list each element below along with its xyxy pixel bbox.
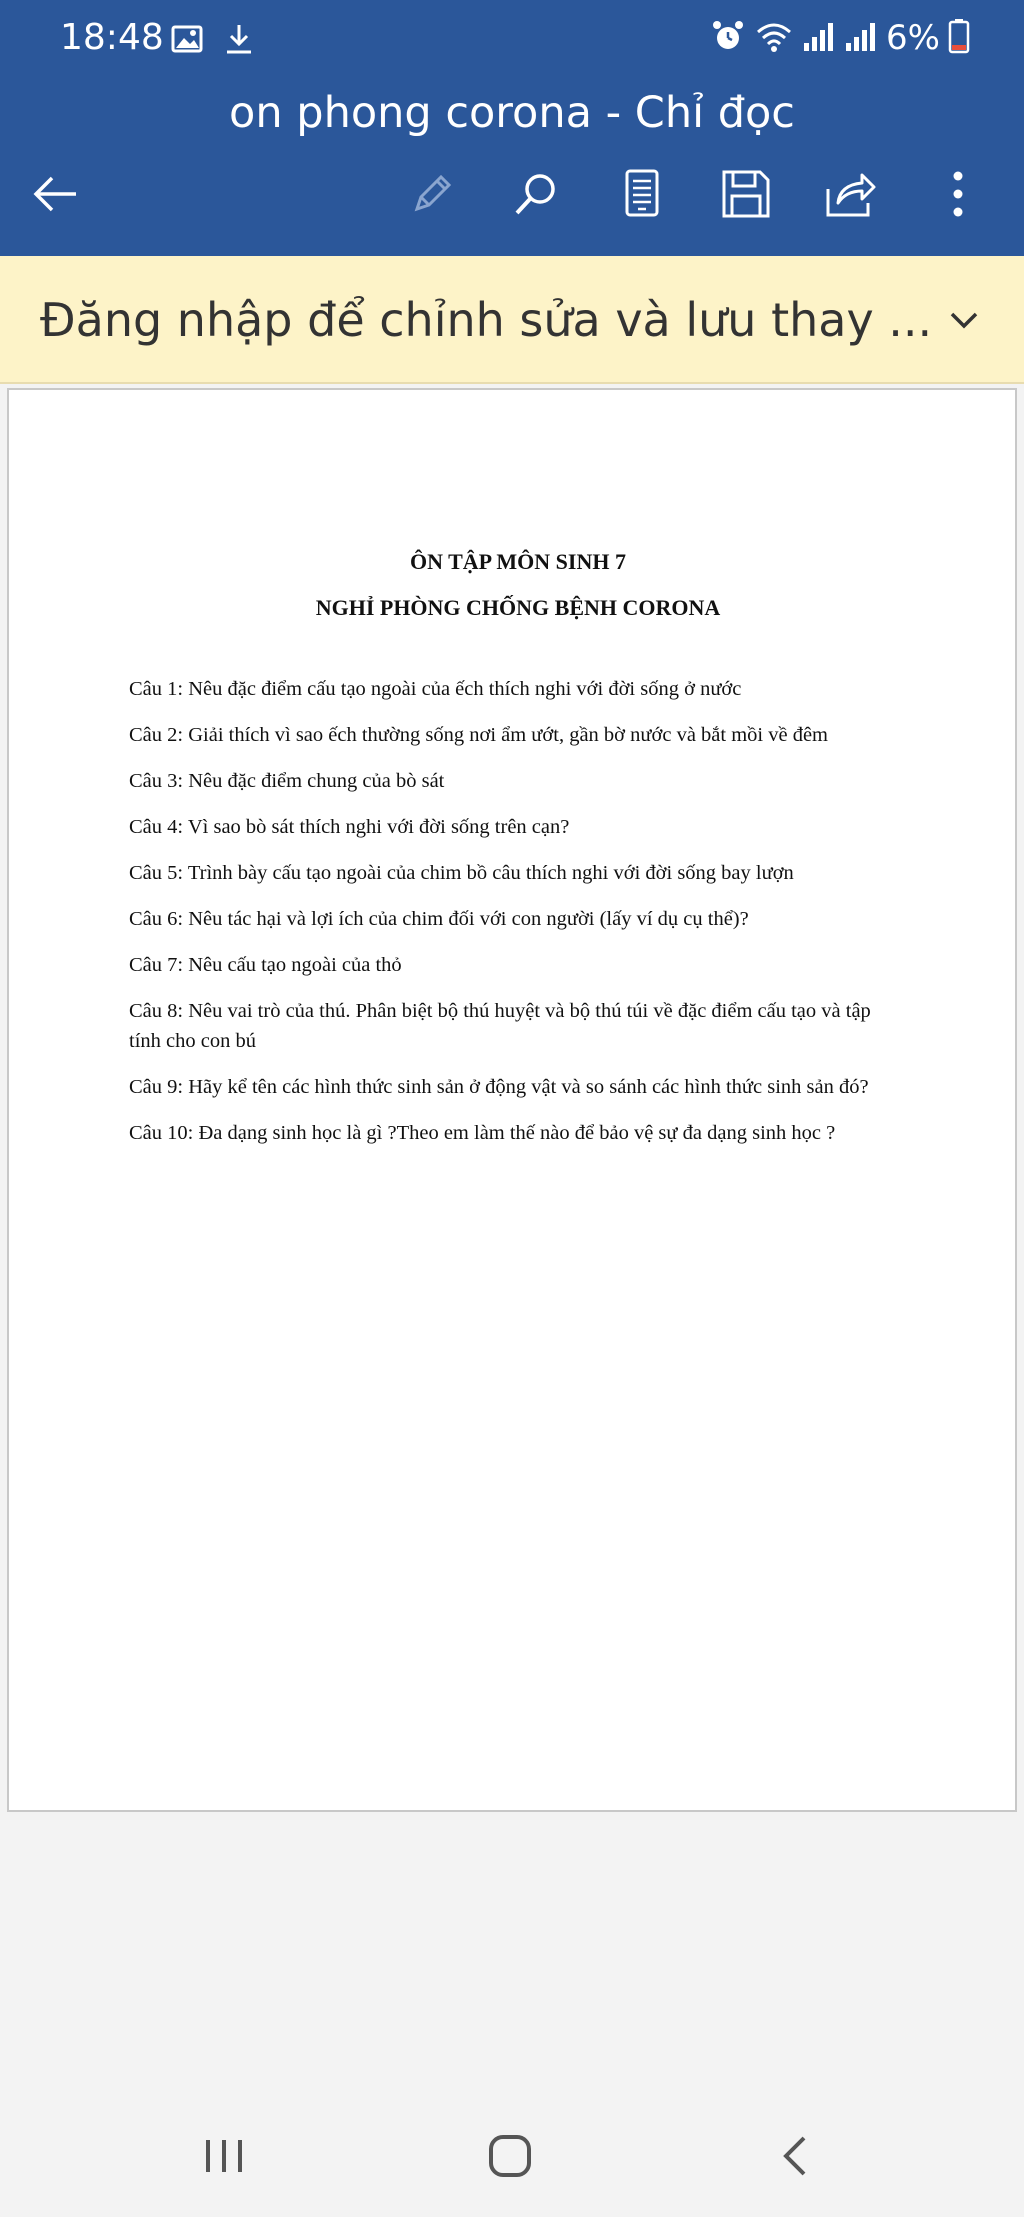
chevron-down-icon[interactable] xyxy=(940,296,988,344)
reading-view-icon xyxy=(620,168,664,225)
chevron-left-icon xyxy=(776,2132,816,2185)
question-item: Câu 2: Giải thích vì sao ếch thường sống nơi ẩm ướt, gần bờ nước và bắt mồi về đêm xyxy=(129,724,828,746)
pencil-icon xyxy=(407,169,457,224)
document-title: on phong corona - Chỉ đọc xyxy=(229,88,795,138)
share-icon xyxy=(824,169,878,224)
more-vertical-icon xyxy=(948,170,968,223)
system-nav-bar xyxy=(0,2100,1024,2217)
question-item: Câu 9: Hãy kể tên các hình thức sinh sản ở động vật và so sánh các hình thức sinh sản đó? xyxy=(129,1076,869,1098)
wifi-icon xyxy=(754,18,794,59)
download-notification-icon xyxy=(222,22,256,61)
search-icon xyxy=(511,169,561,224)
question-item: Câu 6: Nêu tác hại và lợi ích của chim đối với con người (lấy ví dụ cụ thể)? xyxy=(129,908,749,930)
document-subheading: NGHỈ PHÒNG CHỐNG BỆNH CORONA xyxy=(315,595,721,620)
document-heading: ÔN TẬP MÔN SINH 7 xyxy=(410,549,626,574)
more-options-button[interactable] xyxy=(922,160,994,232)
arrow-left-icon xyxy=(32,174,80,219)
document-canvas[interactable] xyxy=(0,384,1024,2100)
question-item: Câu 4: Vì sao bò sát thích nghi với đời sống trên cạn? xyxy=(129,816,570,838)
question-item: Câu 7: Nêu cấu tạo ngoài của thỏ xyxy=(129,954,402,976)
save-button[interactable] xyxy=(710,160,782,232)
sign-in-banner-text: Đăng nhập để chỉnh sửa và lưu thay ... xyxy=(40,293,933,347)
recent-apps-button[interactable] xyxy=(184,2126,264,2190)
search-button[interactable] xyxy=(500,160,572,232)
back-nav-button[interactable] xyxy=(756,2126,836,2190)
document-content xyxy=(129,548,907,1164)
share-button[interactable] xyxy=(815,160,887,232)
back-button[interactable] xyxy=(20,160,92,232)
question-item: Câu 3: Nêu đặc điểm chung của bò sát xyxy=(129,770,445,792)
recent-apps-icon xyxy=(202,2136,246,2181)
status-bar xyxy=(0,0,1024,78)
app-header xyxy=(0,0,1024,256)
home-button[interactable] xyxy=(470,2126,550,2190)
edit-button[interactable] xyxy=(396,160,468,232)
sign-in-banner[interactable] xyxy=(0,256,1024,384)
image-notification-icon xyxy=(170,22,204,61)
save-icon xyxy=(720,168,772,225)
status-system-icons xyxy=(710,16,970,60)
question-item: Câu 10: Đa dạng sinh học là gì ?Theo em làm thế nào để bảo vệ sự đa dạng sinh học ? xyxy=(129,1122,836,1144)
alarm-icon xyxy=(710,18,746,59)
document-page[interactable] xyxy=(7,388,1017,1812)
question-item: Câu 1: Nêu đặc điểm cấu tạo ngoài của ếch thích nghi với đời sống ở nước xyxy=(129,678,742,700)
home-icon xyxy=(486,2132,534,2185)
toolbar xyxy=(0,160,1024,232)
reading-view-button[interactable] xyxy=(606,160,678,232)
battery-percent: 6% xyxy=(886,18,940,58)
battery-low-icon xyxy=(948,18,970,59)
question-item: Câu 8: Nêu vai trò của thú. Phân biệt bộ thú huyệt và bộ thú túi về đặc điểm cấu tạo và tập tính cho con bú xyxy=(129,1000,871,1052)
status-notification-icons xyxy=(170,22,256,61)
signal-2-icon xyxy=(844,19,878,58)
status-time: 18:48 xyxy=(60,17,164,58)
question-item: Câu 5: Trình bày cấu tạo ngoài của chim bồ câu thích nghi với đời sống bay lượn xyxy=(129,862,794,884)
title-bar xyxy=(0,80,1024,146)
signal-1-icon xyxy=(802,19,836,58)
